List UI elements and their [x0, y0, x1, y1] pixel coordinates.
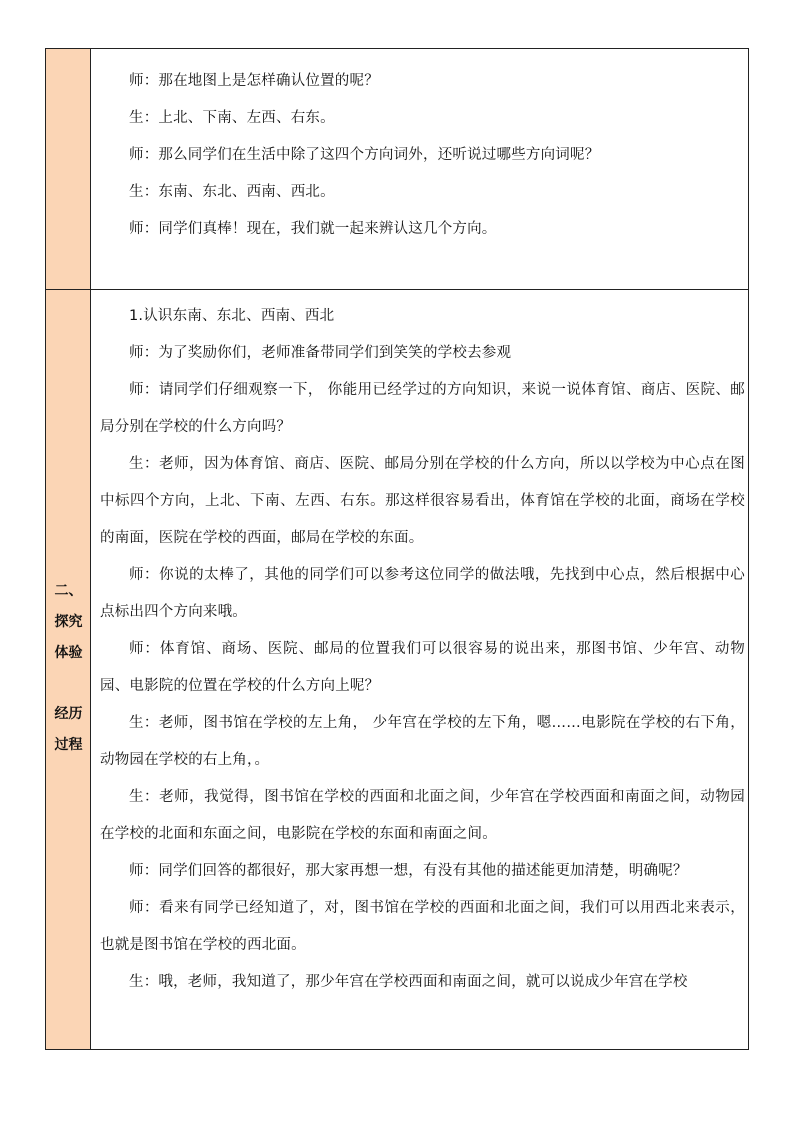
dialogue-line: 生：哦，老师，我知道了，那少年宫在学校西面和南面之间，就可以说成少年宫在学校: [129, 974, 688, 990]
dialogue-line: 生：东南、东北、西南、西北。: [129, 184, 335, 200]
dialogue-line: 生：老师，图书馆在学校的左上角， 少年宫在学校的左下角，嗯……电影院在学校的右下角，动物园在学校的右上角，。: [100, 715, 745, 768]
subheading: 1.认识东南、东北、西南、西北: [129, 308, 335, 324]
section-label-cell: [46, 290, 91, 1049]
intro-label-cell: [46, 49, 91, 289]
dialogue-line: 师：同学们回答的都很好，那大家再想一想，有没有其他的描述能更加清楚，明确呢？: [129, 863, 688, 879]
dialogue-line: 师：看来有同学已经知道了，对，图书馆在学校的西面和北面之间，我们可以用西北来表示，也就是图书馆在学校的西北面。: [100, 900, 745, 953]
explore-row: [46, 290, 748, 1049]
section-title-line: 过程: [54, 737, 83, 753]
section-title-line: 经历: [54, 706, 83, 722]
dialogue-line: 师：体育馆、商场、医院、邮局的位置我们可以很容易的说出来，那图书馆、少年宫、动物园、电影院的位置在学校的什么方向上呢？: [100, 641, 745, 694]
dialogue-line: 生：上北、下南、左西、右东。: [129, 110, 335, 126]
section-title-line: 体验: [54, 645, 83, 661]
dialogue-line: 生：老师，我觉得，图书馆在学校的西面和北面之间，少年宫在学校西面和南面之间，动物园在学校的北面和东面之间，电影院在学校的东面和南面之间。: [100, 789, 745, 842]
dialogue-line: 师：请同学们仔细观察一下， 你能用已经学过的方向知识，来说一说体育馆、商店、医院、邮局分别在学校的什么方向吗？: [100, 382, 745, 435]
intro-content-cell: [91, 49, 748, 289]
dialogue-line: 师：那在地图上是怎样确认位置的呢？: [129, 73, 379, 89]
section-number: 二、: [54, 583, 83, 599]
dialogue-line: 师：你说的太棒了，其他的同学们可以参考这位同学的做法哦，先找到中心点，然后根据中心点标出四个方向来哦。: [100, 567, 745, 620]
explore-content-cell: [91, 290, 748, 1049]
intro-row: [46, 49, 748, 290]
dialogue-line: 师：同学们真棒！现在，我们就一起来辨认这几个方向。: [129, 221, 497, 237]
dialogue-line: 生：老师，因为体育馆、商店、医院、邮局分别在学校的什么方向，所以以学校为中心点在图中标四个方向，上北、下南、左西、右东。那这样很容易看出，体育馆在学校的北面，商场在学校的南面，医院在学校的西面，邮局在学校的东面。: [100, 456, 745, 546]
dialogue-line: 师：为了奖励你们，老师准备带同学们到笑笑的学校去参观: [129, 345, 512, 361]
lesson-table: [45, 48, 749, 1050]
dialogue-line: 师：那么同学们在生活中除了这四个方向词外，还听说过哪些方向词呢？: [129, 147, 600, 163]
section-title-line: 探究: [54, 614, 83, 630]
